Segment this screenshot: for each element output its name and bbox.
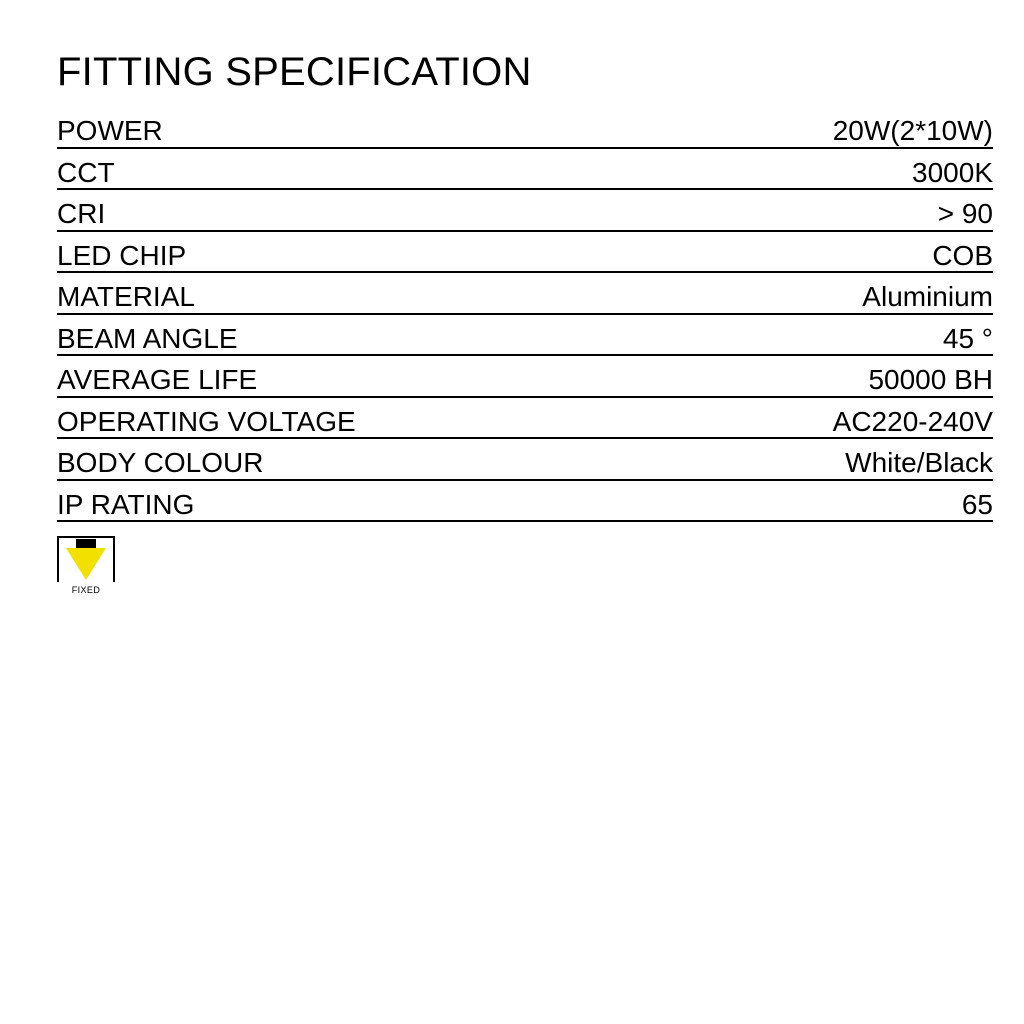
luminaire-body-icon	[76, 539, 96, 548]
table-row	[57, 355, 993, 397]
fixed-beam-badge	[57, 536, 117, 595]
spec-value-cri: > 90	[572, 189, 993, 231]
spec-label-beam-angle: BEAM ANGLE	[57, 314, 572, 356]
spec-value-material: Aluminium	[572, 272, 993, 314]
spec-label-cct: CCT	[57, 148, 572, 190]
table-row	[57, 106, 993, 148]
table-row	[57, 480, 993, 522]
spec-label-ip-rating: IP RATING	[57, 480, 572, 522]
spec-value-beam-angle: 45 °	[572, 314, 993, 356]
table-row	[57, 189, 993, 231]
table-row	[57, 148, 993, 190]
light-beam-icon	[66, 548, 106, 580]
spec-label-body-colour: BODY COLOUR	[57, 438, 572, 480]
spec-label-led-chip: LED CHIP	[57, 231, 572, 273]
spec-label-operating-voltage: OPERATING VOLTAGE	[57, 397, 572, 439]
spec-label-average-life: AVERAGE LIFE	[57, 355, 572, 397]
spec-value-power: 20W(2*10W)	[572, 106, 993, 148]
table-row	[57, 397, 993, 439]
table-row	[57, 272, 993, 314]
badge-caption: FIXED	[71, 585, 101, 595]
specification-table	[57, 106, 993, 522]
specification-table-body	[57, 106, 993, 521]
spec-label-power: POWER	[57, 106, 572, 148]
spec-value-ip-rating: 65	[572, 480, 993, 522]
spec-value-average-life: 50000 BH	[572, 355, 993, 397]
spec-label-cri: CRI	[57, 189, 572, 231]
page-title: FITTING SPECIFICATION	[57, 50, 532, 94]
table-row	[57, 231, 993, 273]
spec-value-cct: 3000K	[572, 148, 993, 190]
fixed-beam-icon	[57, 536, 115, 582]
spec-value-led-chip: COB	[572, 231, 993, 273]
table-row	[57, 438, 993, 480]
spec-value-body-colour: White/Black	[572, 438, 993, 480]
spec-label-material: MATERIAL	[57, 272, 572, 314]
spec-value-operating-voltage: AC220-240V	[572, 397, 993, 439]
table-row	[57, 314, 993, 356]
